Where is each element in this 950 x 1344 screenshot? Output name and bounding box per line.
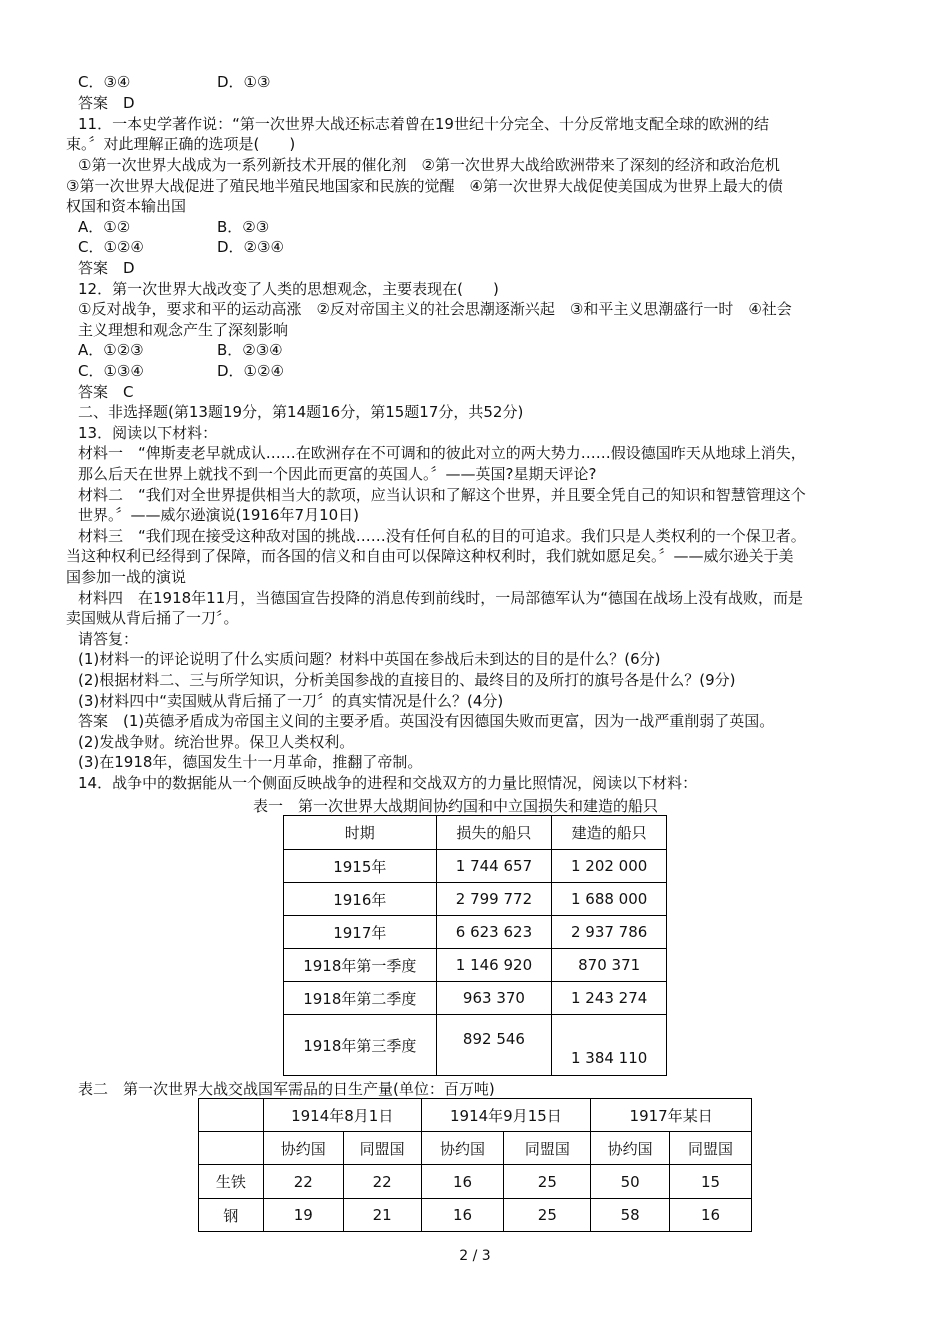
q13-answer-2: (2)发战争财。统治世界。保卫人类权利。 — [78, 733, 355, 751]
table2-side-header: 协约国 — [421, 1132, 504, 1165]
table1-cell: 6 623 623 — [436, 916, 552, 949]
page-number: 2 / 3 — [459, 1248, 491, 1264]
table2-date-header: 1914年9月15日 — [421, 1099, 591, 1132]
table2-cell: 58 — [591, 1199, 670, 1232]
q13-material2-2: 世界。〞——威尔逊演说(1916年7月10日) — [78, 506, 360, 524]
table1-cell: 1 384 110 — [552, 1015, 667, 1076]
table1-cell: 1 243 274 — [552, 982, 667, 1015]
table2-cell: 15 — [670, 1165, 752, 1199]
q11-option-d: D．②③④ — [217, 238, 284, 256]
q14-intro: 14．战争中的数据能从一个侧面反映战争的进程和交战双方的力量比照情况，阅读以下材料： — [78, 774, 698, 792]
q11-option-c: C．①②④ — [78, 238, 144, 256]
q10-option-c: C．③④ — [78, 73, 131, 91]
q13-sub2: (2)根据材料二、三与所学知识，分析美国参战的直接目的、最终目的及所打的旗号各是什么？(9分) — [78, 671, 736, 689]
q13-material4-2: 卖国贼从背后捅了一刀〞。 — [66, 609, 239, 627]
table2-row-label: 生铁 — [199, 1165, 264, 1199]
table1-header: 建造的船只 — [552, 816, 667, 850]
q11-option-a: A．①② — [78, 218, 131, 236]
table1-cell: 1915年 — [284, 850, 437, 883]
table1-cell: 963 370 — [436, 982, 552, 1015]
table1-cell: 1 688 000 — [552, 883, 667, 916]
q12-option-b: B．②③④ — [217, 341, 283, 359]
table1-cell: 1918年第三季度 — [284, 1015, 437, 1076]
q10-answer: 答案 D — [78, 94, 135, 112]
q11-items-2: ③第一次世界大战促进了殖民地半殖民地国家和民族的觉醒 ④第一次世界大战促使美国成为世界上最大的债 — [66, 177, 783, 195]
q10-option-d: D．①③ — [217, 73, 271, 91]
q11-items-1: ①第一次世界大战成为一系列新技术开展的催化剂 ②第一次世界大战给欧洲带来了深刻的经济和政治危机 — [78, 156, 780, 174]
table2 — [198, 1098, 752, 1232]
q13-material1-1: 材料一 “俾斯麦老早就成认……在欧洲存在不可调和的彼此对立的两大势力……假设德国昨天从地球上消失， — [78, 444, 806, 462]
section2-title: 二、非选择题(第13题19分，第14题16分，第15题17分，共52分) — [78, 403, 524, 421]
table1 — [283, 815, 667, 1076]
q12-items-2: 主义理想和观念产生了深刻影响 — [78, 321, 289, 339]
table2-date-header: 1917年某日 — [591, 1099, 752, 1132]
table2-cell: 16 — [670, 1199, 752, 1232]
table2-side-header: 同盟国 — [504, 1132, 591, 1165]
q11-answer: 答案 D — [78, 259, 135, 277]
table1-caption: 表一 第一次世界大战期间协约国和中立国损失和建造的船只 — [253, 797, 659, 815]
table1-header: 损失的船只 — [436, 816, 552, 850]
q12-stem: 12．第一次世界大战改变了人类的思想观念，主要表现在( ) — [78, 280, 499, 298]
table1-cell: 1918年第一季度 — [284, 949, 437, 982]
q13-material4-1: 材料四 在1918年11月，当德国宣告投降的消息传到前线时，一局部德军认为“德国在战场上没有战败，而是 — [78, 589, 804, 607]
q11-items-3: 权国和资本输出国 — [66, 197, 187, 215]
q13-material1-2: 那么后天在世界上就找不到一个因此而更富的英国人。〞——英国?星期天评论? — [78, 465, 597, 483]
table2-cell: 21 — [343, 1199, 421, 1232]
table2-side-header: 协约国 — [263, 1132, 343, 1165]
table1-cell: 1917年 — [284, 916, 437, 949]
table2-cell: 50 — [591, 1165, 670, 1199]
q13-material3-3: 国参加一战的演说 — [66, 568, 187, 586]
table1-cell: 2 937 786 — [552, 916, 667, 949]
table2-side-header: 同盟国 — [670, 1132, 752, 1165]
table1-header: 时期 — [284, 816, 437, 850]
table2-side-header: 同盟国 — [343, 1132, 421, 1165]
table2-corner — [199, 1099, 264, 1132]
q11-option-b: B．②③ — [217, 218, 270, 236]
table1-cell: 892 546 — [436, 1015, 552, 1076]
q13-answer-1: 答案 (1)英德矛盾成为帝国主义间的主要矛盾。英国没有因德国失败而更富，因为一战严重削弱了英国。 — [78, 712, 775, 730]
q13-intro: 13．阅读以下材料： — [78, 424, 218, 442]
q12-option-a: A．①②③ — [78, 341, 144, 359]
q12-answer: 答案 C — [78, 383, 134, 401]
table1-cell: 1918年第二季度 — [284, 982, 437, 1015]
table2-row-label: 钢 — [199, 1199, 264, 1232]
table2-caption: 表二 第一次世界大战交战国军需品的日生产量(单位：百万吨) — [78, 1080, 495, 1098]
table1-cell: 2 799 772 — [436, 883, 552, 916]
q13-sub3: (3)材料四中“卖国贼从背后捅了一刀〞的真实情况是什么？(4分) — [78, 692, 504, 710]
table1-cell: 870 371 — [552, 949, 667, 982]
q13-material3-1: 材料三 “我们现在接受这种敌对国的挑战……没有任何自私的目的可追求。我们只是人类权利的一个保卫者。 — [78, 527, 806, 545]
table2-side-header: 协约国 — [591, 1132, 670, 1165]
table2-cell: 16 — [421, 1199, 504, 1232]
q12-option-c: C．①③④ — [78, 362, 144, 380]
table2-cell: 22 — [343, 1165, 421, 1199]
table2-cell: 25 — [504, 1165, 591, 1199]
table1-cell: 1 202 000 — [552, 850, 667, 883]
table1-cell: 1 744 657 — [436, 850, 552, 883]
q11-stem-1: 11．一本史学著作说：“第一次世界大战还标志着曾在19世纪十分完全、十分反常地支配全球的欧洲的结 — [78, 115, 769, 133]
q13-answer-3: (3)在1918年，德国发生十一月革命，推翻了帝制。 — [78, 753, 423, 771]
table2-cell: 25 — [504, 1199, 591, 1232]
table2-corner — [199, 1132, 264, 1165]
table2-date-header: 1914年8月1日 — [263, 1099, 421, 1132]
q13-prompt: 请答复： — [78, 630, 139, 648]
table1-cell: 1916年 — [284, 883, 437, 916]
table2-cell: 19 — [263, 1199, 343, 1232]
table2-cell: 16 — [421, 1165, 504, 1199]
q13-sub1: (1)材料一的评论说明了什么实质问题？材料中英国在参战后未到达的目的是什么？(6分) — [78, 650, 661, 668]
q12-items-1: ①反对战争，要求和平的运动高涨 ②反对帝国主义的社会思潮逐渐兴起 ③和平主义思潮盛行一时 ④社会 — [78, 300, 792, 318]
q12-option-d: D．①②④ — [217, 362, 284, 380]
q13-material3-2: 当这种权利已经得到了保障，而各国的信义和自由可以保障这种权利时，我们就如愿足矣。〞——威尔逊关于美 — [66, 547, 794, 565]
table1-cell: 1 146 920 — [436, 949, 552, 982]
q11-stem-2: 束。〞对此理解正确的选项是( ) — [66, 135, 296, 153]
q13-material2-1: 材料二 “我们对全世界提供相当大的款项，应当认识和了解这个世界，并且要全凭自己的知识和智慧管理这个 — [78, 486, 806, 504]
table2-cell: 22 — [263, 1165, 343, 1199]
